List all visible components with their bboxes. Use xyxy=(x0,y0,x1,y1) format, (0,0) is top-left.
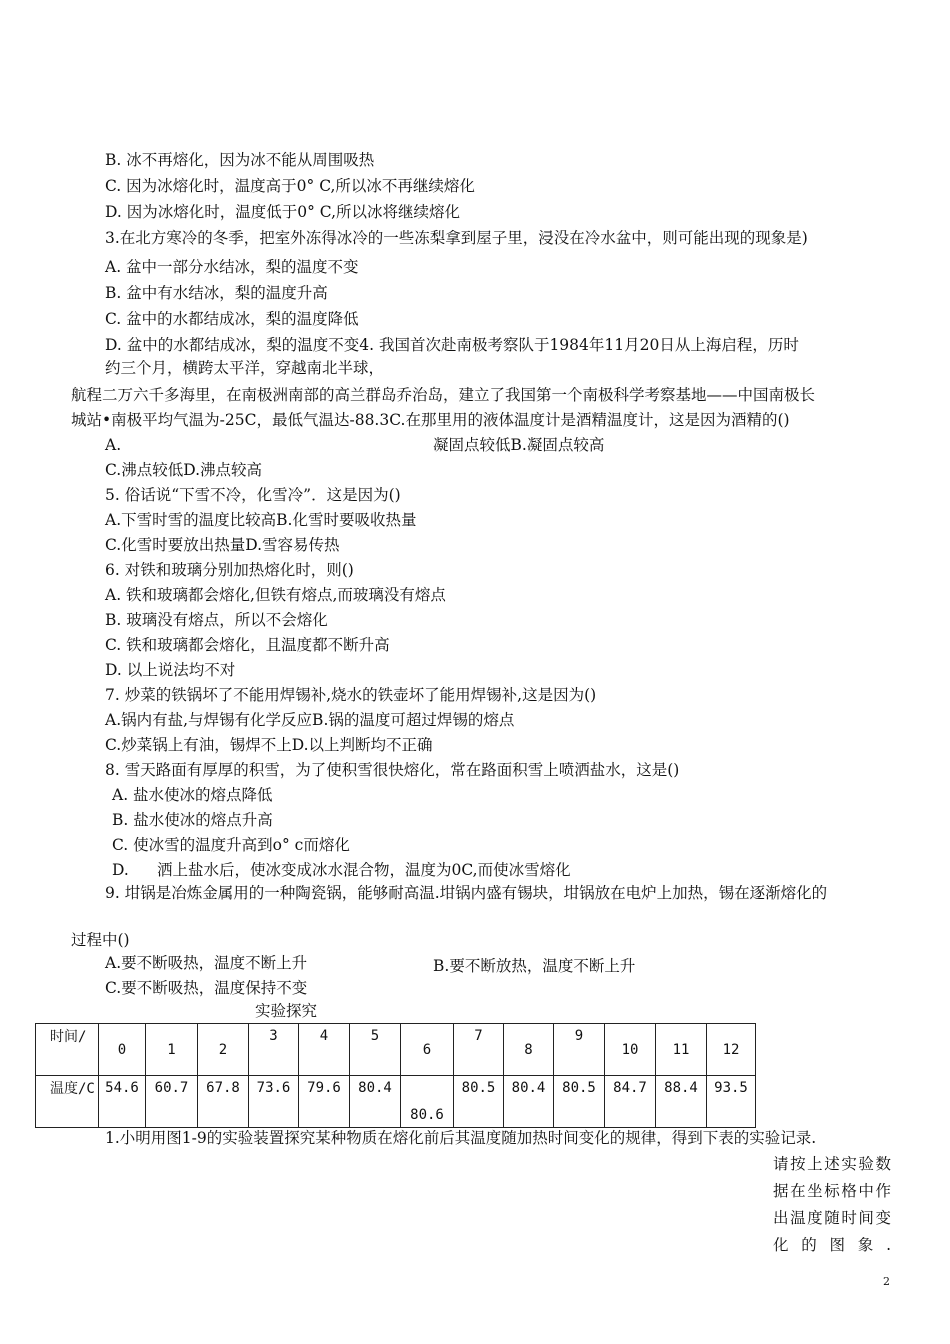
q9-stem: 9. 坩锅是冶炼金属用的一种陶瓷锅，能够耐高温.坩锅内盛有锡块，坩锅放在电炉上加热，锡在逐渐熔化的 xyxy=(105,884,828,902)
q3-option-b: B. 盆中有水结冰，梨的温度升高 xyxy=(105,284,328,302)
time-cell: 8 xyxy=(504,1024,554,1076)
temp-cell: 54.6 xyxy=(99,1076,146,1128)
q6-option-b: B. 玻璃没有熔点，所以不会熔化 xyxy=(105,611,328,629)
temp-cell: 79.6 xyxy=(299,1076,350,1128)
time-cell: 7 xyxy=(454,1024,504,1076)
time-cell: 3 xyxy=(249,1024,299,1076)
time-cell: 4 xyxy=(299,1024,350,1076)
q4-options-ab: 凝固点较低B.凝固点较高 xyxy=(433,436,605,454)
temp-header-cell: 温度/C xyxy=(36,1076,99,1128)
q6-option-a: A. 铁和玻璃都会熔化,但铁有熔点,而玻璃没有熔点 xyxy=(105,586,446,604)
q3-option-d-q4-stem: D. 盆中的水都结成冰，梨的温度不变4. 我国首次赴南极考察队于1984年11月20日从上海启程，历时 xyxy=(105,336,799,354)
time-cell: 10 xyxy=(605,1024,656,1076)
q9-option-a: A.要不断吸热，温度不断上升 xyxy=(105,954,308,972)
experiment-q1-stem: 1.小明用图1-9的实验装置探究某种物质在熔化前后其温度随加热时间变化的规律，得到下表的实验记录. xyxy=(105,1129,817,1147)
q8-stem: 8. 雪天路面有厚厚的积雪，为了使积雪很快熔化，常在路面积雪上喷洒盐水，这是() xyxy=(105,761,680,779)
section-title: 实验探究 xyxy=(255,1002,318,1020)
page-number: 2 xyxy=(883,1275,890,1288)
time-cell: 0 xyxy=(99,1024,146,1076)
q4-stem-line2: 约三个月，横跨太平洋，穿越南北半球， xyxy=(105,359,385,377)
time-cell: 5 xyxy=(350,1024,401,1076)
q6-option-c: C. 铁和玻璃都会熔化，且温度都不断升高 xyxy=(105,636,390,654)
q6-stem: 6. 对铁和玻璃分别加热熔化时，则() xyxy=(105,561,354,579)
q8-option-d: 洒上盐水后，使冰变成冰水混合物，温度为0C,而使冰雪熔化 xyxy=(157,861,571,879)
temp-cell: 80.5 xyxy=(554,1076,605,1128)
q7-options-cd: C.炒菜锅上有油，锡焊不上D.以上判断均不正确 xyxy=(105,736,433,754)
temp-cell: 80.6 xyxy=(401,1076,454,1128)
temp-cell: 67.8 xyxy=(198,1076,249,1128)
q9-stem-line2: 过程中() xyxy=(71,931,130,949)
q7-stem: 7. 炒菜的铁锅坏了不能用焊锡补,烧水的铁壶坏了能用焊锡补,这是因为() xyxy=(105,686,597,704)
q5-options-ab: A.下雪时雪的温度比较高B.化雪时要吸收热量 xyxy=(105,511,417,529)
time-cell: 2 xyxy=(198,1024,249,1076)
q3-stem: 3.在北方寒冷的冬季，把室外冻得冰冷的一些冻梨拿到屋子里，浸没在冷水盆中，则可能出现的现象是) xyxy=(105,229,808,247)
q4-option-a-label: A. xyxy=(105,436,122,454)
temp-cell: 60.7 xyxy=(146,1076,198,1128)
q8-option-a: A. 盐水使冰的熔点降低 xyxy=(112,786,273,804)
q4-options-cd: C.沸点较低D.沸点较高 xyxy=(105,461,263,479)
q2-option-b: B. 冰不再熔化，因为冰不能从周围吸热 xyxy=(105,151,375,169)
q8-option-c: C. 使冰雪的温度升高到o° c而熔化 xyxy=(112,836,350,854)
time-cell: 12 xyxy=(707,1024,756,1076)
plot-instruction: 请按上述实验数据在坐标格中作出温度随时间变化的图象. xyxy=(773,1155,891,1254)
q9-option-c: C.要不断吸热，温度保持不变 xyxy=(105,979,308,997)
q2-option-c: C. 因为冰熔化时，温度高于0° C,所以冰不再继续熔化 xyxy=(105,177,475,195)
time-cell: 6 xyxy=(401,1024,454,1076)
q8-option-b: B. 盐水使冰的熔点升高 xyxy=(112,811,273,829)
q3-option-a: A. 盆中一部分水结冰，梨的温度不变 xyxy=(105,258,359,276)
experiment-table xyxy=(35,1023,756,1128)
q3-option-c: C. 盆中的水都结成冰，梨的温度降低 xyxy=(105,310,359,328)
temp-cell: 84.7 xyxy=(605,1076,656,1128)
q4-stem-line3: 航程二万六千多海里，在南极洲南部的高兰群岛乔治岛，建立了我国第一个南极科学考察基地——中国南极长 xyxy=(71,386,816,404)
temp-cell: 80.4 xyxy=(350,1076,401,1128)
q5-options-cd: C.化雪时要放出热量D.雪容易传热 xyxy=(105,536,340,554)
q8-option-d-label: D. xyxy=(112,861,129,879)
temp-cell: 80.4 xyxy=(504,1076,554,1128)
table-row-temperature xyxy=(36,1076,756,1128)
table-row-time xyxy=(36,1024,756,1076)
q4-stem-line4: 城站•南极平均气温为-25C，最低气温达-88.3C.在那里用的液体温度计是酒精温度计，这是因为酒精的() xyxy=(71,411,790,429)
q2-option-d: D. 因为冰熔化时，温度低于0° C,所以冰将继续熔化 xyxy=(105,203,461,221)
q6-option-d: D. 以上说法均不对 xyxy=(105,661,236,679)
time-header-cell: 时间/ xyxy=(36,1024,99,1076)
time-cell: 1 xyxy=(146,1024,198,1076)
q5-stem: 5. 俗话说“下雪不冷，化雪冷”．这是因为() xyxy=(105,486,401,504)
temp-cell: 80.5 xyxy=(454,1076,504,1128)
time-cell: 11 xyxy=(656,1024,707,1076)
temp-cell: 88.4 xyxy=(656,1076,707,1128)
temp-cell: 73.6 xyxy=(249,1076,299,1128)
time-cell: 9 xyxy=(554,1024,605,1076)
q7-options-ab: A.锅内有盐,与焊锡有化学反应B.锅的温度可超过焊锡的熔点 xyxy=(105,711,515,729)
q9-option-b: B.要不断放热，温度不断上升 xyxy=(433,957,636,975)
temp-cell: 93.5 xyxy=(707,1076,756,1128)
